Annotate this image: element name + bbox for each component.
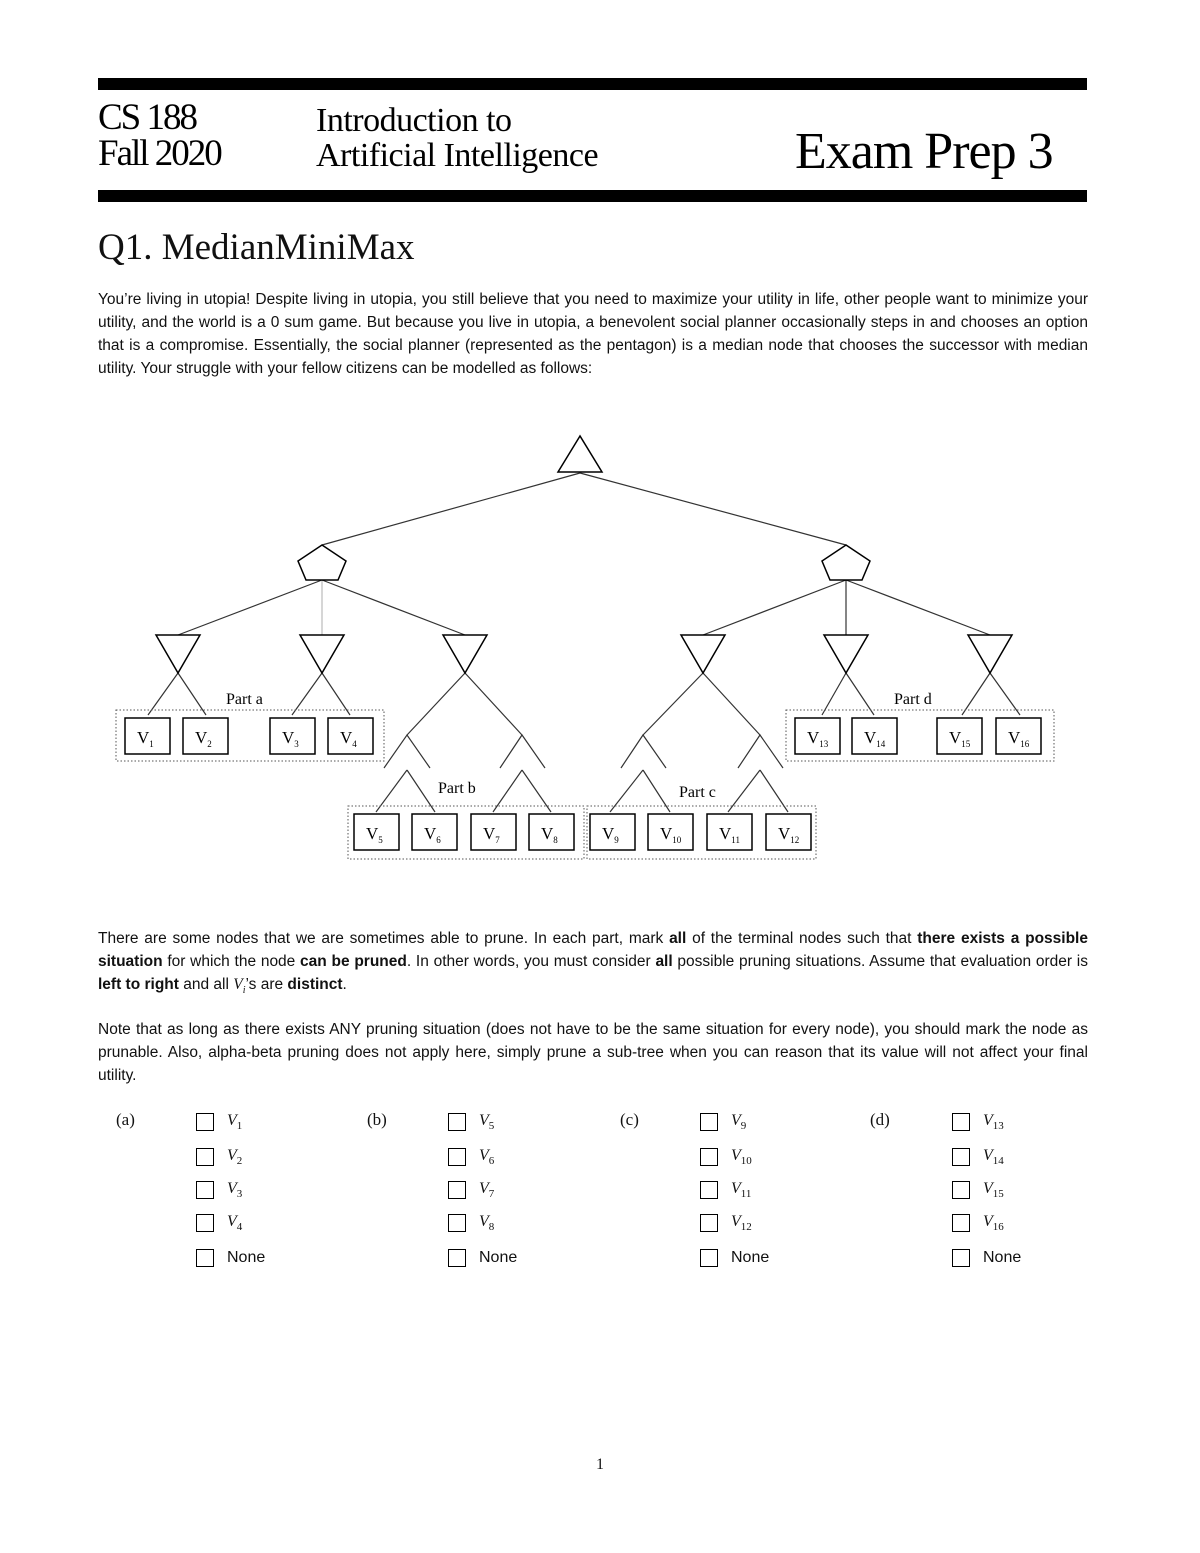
leaf-label: $V_{10}$ [660, 824, 682, 845]
course-term: Fall 2020 [98, 133, 221, 174]
checkbox[interactable] [196, 1148, 214, 1166]
option-v11[interactable] [700, 1178, 751, 1202]
leaf-node-v5 [354, 814, 399, 850]
median-node-right [822, 545, 870, 580]
subject-line-1: Introduction to [316, 102, 512, 139]
option-v9[interactable] [700, 1110, 746, 1134]
option-label: $V_6$ [479, 1146, 495, 1168]
leaf-label: $V_6$ [424, 824, 441, 845]
leaf-label: $V_7$ [483, 824, 500, 845]
leaf-node-v16 [996, 718, 1041, 754]
leaf-label: $V_4$ [340, 728, 357, 749]
checkbox[interactable] [952, 1249, 970, 1267]
checkbox[interactable] [196, 1113, 214, 1131]
option-label: $V_{15}$ [983, 1179, 1004, 1201]
checkbox[interactable] [700, 1249, 718, 1267]
min-node-5 [824, 635, 868, 673]
option-v16[interactable] [952, 1211, 1004, 1235]
option-part-label: (d) [870, 1110, 890, 1129]
leaf-label: $V_5$ [366, 824, 383, 845]
option-v4[interactable] [196, 1211, 242, 1235]
option-none[interactable] [700, 1246, 769, 1270]
leaf-label: $V_{16}$ [1008, 728, 1030, 749]
document-title: Exam Prep 3 [795, 123, 1053, 180]
part-a-label: Part a [226, 691, 263, 708]
leaf-layer [125, 718, 1041, 850]
checkbox[interactable] [448, 1181, 466, 1199]
option-label: $V_8$ [479, 1212, 495, 1234]
option-label: $V_5$ [479, 1111, 495, 1133]
option-label: $V_{14}$ [983, 1146, 1004, 1168]
checkbox[interactable] [448, 1214, 466, 1232]
subject-line-2: Artificial Intelligence [316, 137, 599, 174]
option-label: None [479, 1249, 518, 1266]
course-code: CS 188 [98, 97, 197, 138]
option-label: None [731, 1249, 770, 1266]
option-v14[interactable] [952, 1145, 1004, 1169]
option-label: $V_3$ [227, 1179, 243, 1201]
leaf-node-v3 [270, 718, 315, 754]
leaf-node-v14 [852, 718, 897, 754]
leaf-label: $V_{11}$ [719, 824, 740, 845]
checkbox[interactable] [952, 1214, 970, 1232]
page-number: 1 [596, 1456, 604, 1473]
min-node-6 [968, 635, 1012, 673]
part-d-label: Part d [894, 691, 932, 708]
option-v5[interactable] [448, 1110, 494, 1134]
leaf-label: $V_{15}$ [949, 728, 971, 749]
leaf-node-v13 [795, 718, 840, 754]
leaf-label: $V_8$ [541, 824, 558, 845]
checkbox[interactable] [700, 1181, 718, 1199]
option-none[interactable] [196, 1246, 265, 1270]
pruning-instructions: There are some nodes that we are sometimes able to prune. In each part, mark all of the terminal nodes such that there exists a possible situation for which the node can be pruned. In other words, you must consider all possible pruning situations. Assume that evaluation order is left to right and all $V_i’s$ are distinct. [98, 930, 1088, 997]
checkbox[interactable] [700, 1113, 718, 1131]
leaf-label: $V_{12}$ [778, 824, 800, 845]
option-label: $V_7$ [479, 1179, 495, 1201]
checkbox[interactable] [952, 1148, 970, 1166]
leaf-node-v9 [590, 814, 635, 850]
question-intro: You’re living in utopia! Despite living in utopia, you still believe that you need to maximize your utility in life, other people want to minimize your utility, and the world is a 0 sum game. But because you live in utopia, a benevolent social planner occasionally steps in and chooses an option that is a compromise. Essentially, the social planner (represented as the pentagon) is a median node that chooses the successor with median utility. Your struggle with your fellow citizens can be modelled as follows: [98, 291, 1088, 377]
part-b-label: Part b [438, 780, 476, 797]
option-label: $V_2$ [227, 1146, 243, 1168]
leaf-node-v10 [648, 814, 693, 850]
option-label: $V_4$ [227, 1212, 243, 1234]
option-label: $V_{16}$ [983, 1212, 1004, 1234]
option-label: $V_{12}$ [731, 1212, 752, 1234]
leaf-node-v6 [412, 814, 457, 850]
option-none[interactable] [448, 1246, 517, 1270]
option-label: $V_{13}$ [983, 1111, 1004, 1133]
checkbox[interactable] [700, 1214, 718, 1232]
min-node-2 [300, 635, 344, 673]
option-label: None [983, 1249, 1022, 1266]
leaf-node-v15 [937, 718, 982, 754]
option-v10[interactable] [700, 1145, 752, 1169]
checkbox[interactable] [448, 1148, 466, 1166]
option-label: $V_{11}$ [731, 1179, 752, 1201]
leaf-label: $V_{14}$ [864, 728, 886, 749]
median-node-left [298, 545, 346, 580]
leaf-node-v7 [471, 814, 516, 850]
checkbox[interactable] [196, 1214, 214, 1232]
min-node-3 [443, 635, 487, 673]
leaf-node-v1 [125, 718, 170, 754]
option-v7[interactable] [448, 1178, 494, 1202]
checkbox[interactable] [196, 1249, 214, 1267]
leaf-node-v4 [328, 718, 373, 754]
root-max-node [558, 436, 602, 472]
leaf-node-v2 [183, 718, 228, 754]
option-v3[interactable] [196, 1178, 242, 1202]
option-v12[interactable] [700, 1211, 752, 1235]
option-label: $V_9$ [731, 1111, 747, 1133]
option-part-label: (b) [367, 1110, 387, 1129]
option-v13[interactable] [952, 1110, 1004, 1134]
leaf-node-v12 [766, 814, 811, 850]
checkbox[interactable] [448, 1113, 466, 1131]
min-node-1 [156, 635, 200, 673]
checkbox[interactable] [700, 1148, 718, 1166]
checkbox[interactable] [448, 1249, 466, 1267]
option-v15[interactable] [952, 1178, 1004, 1202]
checkbox[interactable] [196, 1181, 214, 1199]
min-node-4 [681, 635, 725, 673]
leaf-node-v11 [707, 814, 752, 850]
leaf-label: $V_9$ [602, 824, 619, 845]
pruning-note: Note that as long as there exists ANY pruning situation (does not have to be the same situation for every node), you should mark the node as prunable. Also, alpha-beta pruning does not apply here, simply prune a sub-tree when you can reason that its value will not affect your final utility. [98, 1021, 1088, 1084]
question-title: Q1. MedianMiniMax [98, 227, 415, 268]
option-v8[interactable] [448, 1211, 494, 1235]
leaf-label: $V_3$ [282, 728, 299, 749]
option-label: $V_1$ [227, 1111, 243, 1133]
leaf-label: $V_{13}$ [807, 728, 829, 749]
option-label: None [227, 1249, 266, 1266]
leaf-node-v8 [529, 814, 574, 850]
checkbox[interactable] [952, 1113, 970, 1131]
leaf-label: $V_2$ [195, 728, 212, 749]
option-v6[interactable] [448, 1145, 494, 1169]
part-c-label: Part c [679, 784, 716, 801]
option-v2[interactable] [196, 1145, 242, 1169]
option-v1[interactable] [196, 1110, 242, 1134]
checkbox[interactable] [952, 1181, 970, 1199]
option-part-label: (c) [620, 1110, 639, 1129]
leaf-label: $V_1$ [137, 728, 154, 749]
option-none[interactable] [952, 1246, 1021, 1270]
option-label: $V_{10}$ [731, 1146, 752, 1168]
option-part-label: (a) [116, 1110, 135, 1129]
